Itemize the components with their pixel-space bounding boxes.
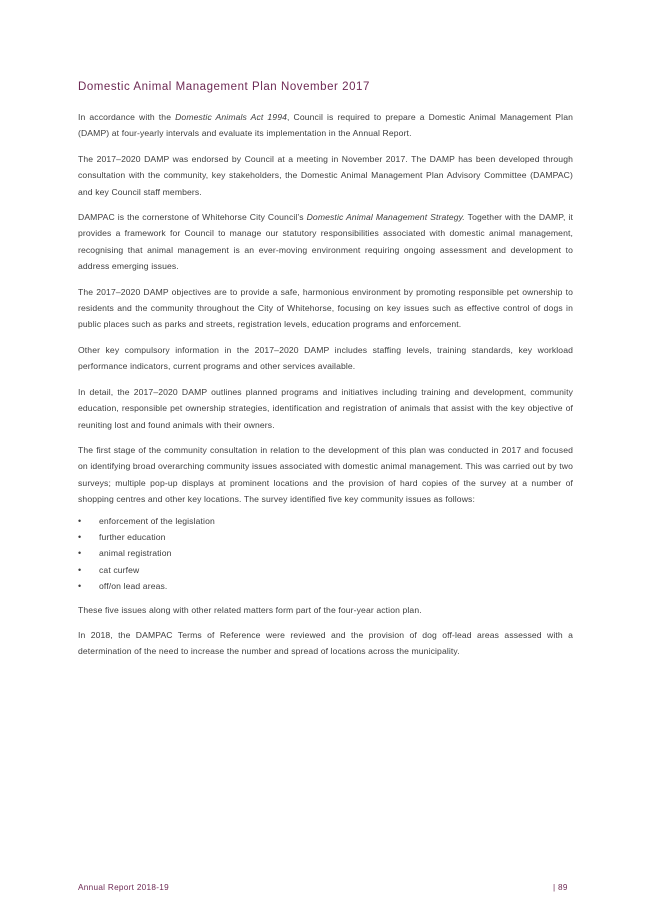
paragraph-objectives: The 2017–2020 DAMP objectives are to provide a safe, harmonious environment by promoting responsible pet ownership to residents and the community throughout the City of Whitehorse, focusing on key issues such as effective control of dogs in public places such as parks and streets, registration levels, education programs and enforcement. <box>78 286 573 330</box>
paragraph-dampac-intro: DAMPAC is the cornerstone of Whitehorse City Council’s <box>78 212 307 223</box>
paragraph-act <box>78 109 573 142</box>
paragraph-action-plan: These five issues along with other related matters form part of the four-year action plan. <box>78 604 422 615</box>
list-item <box>78 513 573 529</box>
footer-page-number: | 89 <box>553 883 568 892</box>
list-item <box>78 529 573 545</box>
page-content <box>78 80 573 669</box>
bullet-icon: • <box>78 531 82 542</box>
paragraph-compulsory-info: Other key compulsory information in the 2017–2020 DAMP includes staffing levels, training standards, key workload performance indicators, current programs and other services available. <box>78 344 573 372</box>
bullet-icon: • <box>78 581 82 592</box>
footer-report-title: Annual Report 2018-19 <box>78 883 169 892</box>
list-item-text: further education <box>99 531 166 542</box>
bullet-icon: • <box>78 564 82 575</box>
bullet-icon: • <box>78 515 82 526</box>
list-item <box>78 562 573 578</box>
act-title: Domestic Animals Act 1994 <box>175 112 287 122</box>
list-item-text: enforcement of the legislation <box>99 515 215 526</box>
paragraph-endorsement: The 2017–2020 DAMP was endorsed by Council at a meeting in November 2017. The DAMP has been developed through consultation with the community, key stakeholders, the Domestic Animal Management Plan Advisory Committee (DAMPAC) and key Council staff members. <box>78 153 573 197</box>
paragraph-dampac-rest: Together with the DAMP, it provides a framework for Council to manage our statutory responsibilities associated with domestic animal management, recognising that animal management is an ever-moving environment requiring ongoing assessment and development to address emerging issues. <box>78 212 573 272</box>
paragraph-detail: In detail, the 2017–2020 DAMP outlines planned programs and initiatives including training and development, community education, responsible pet ownership strategies, identification and registration of animals that assist with the key objective of reuniting lost and found animals with their owners. <box>78 386 573 430</box>
paragraph-dampac <box>78 209 573 275</box>
paragraph-terms-of-reference: In 2018, the DAMPAC Terms of Reference were reviewed and the provision of dog off-lead areas assessed with a determination of the need to increase the number and spread of locations across the municipality. <box>78 629 573 657</box>
list-item <box>78 545 573 561</box>
paragraph-act-intro: In accordance with the <box>78 112 176 122</box>
issues-list <box>78 513 573 595</box>
list-item-text: cat curfew <box>99 564 140 575</box>
list-item-text: animal registration <box>99 548 172 559</box>
section-heading: Domestic Animal Management Plan November 2017 <box>78 81 370 93</box>
strategy-title: Domestic Animal Management Strategy. <box>306 212 465 223</box>
paragraph-consultation: The first stage of the community consultation in relation to the development of this plan was conducted in 2017 and focused on identifying broad overarching community issues associated with domestic animal management. This was carried out by two surveys; multiple pop-up displays at prominent locations and the provision of hard copies of the survey at a number of shopping centres and other key locations. The survey identified five key community issues as follows: <box>78 444 573 505</box>
bullet-icon: • <box>78 548 82 559</box>
list-item <box>78 578 573 594</box>
list-item-text: off/on lead areas. <box>99 581 168 592</box>
paragraph-act-rest: , Council is required to prepare a Domestic Animal Management Plan (DAMP) at four-yearly intervals and evaluate its implementation in the Annual Report. <box>78 112 573 139</box>
